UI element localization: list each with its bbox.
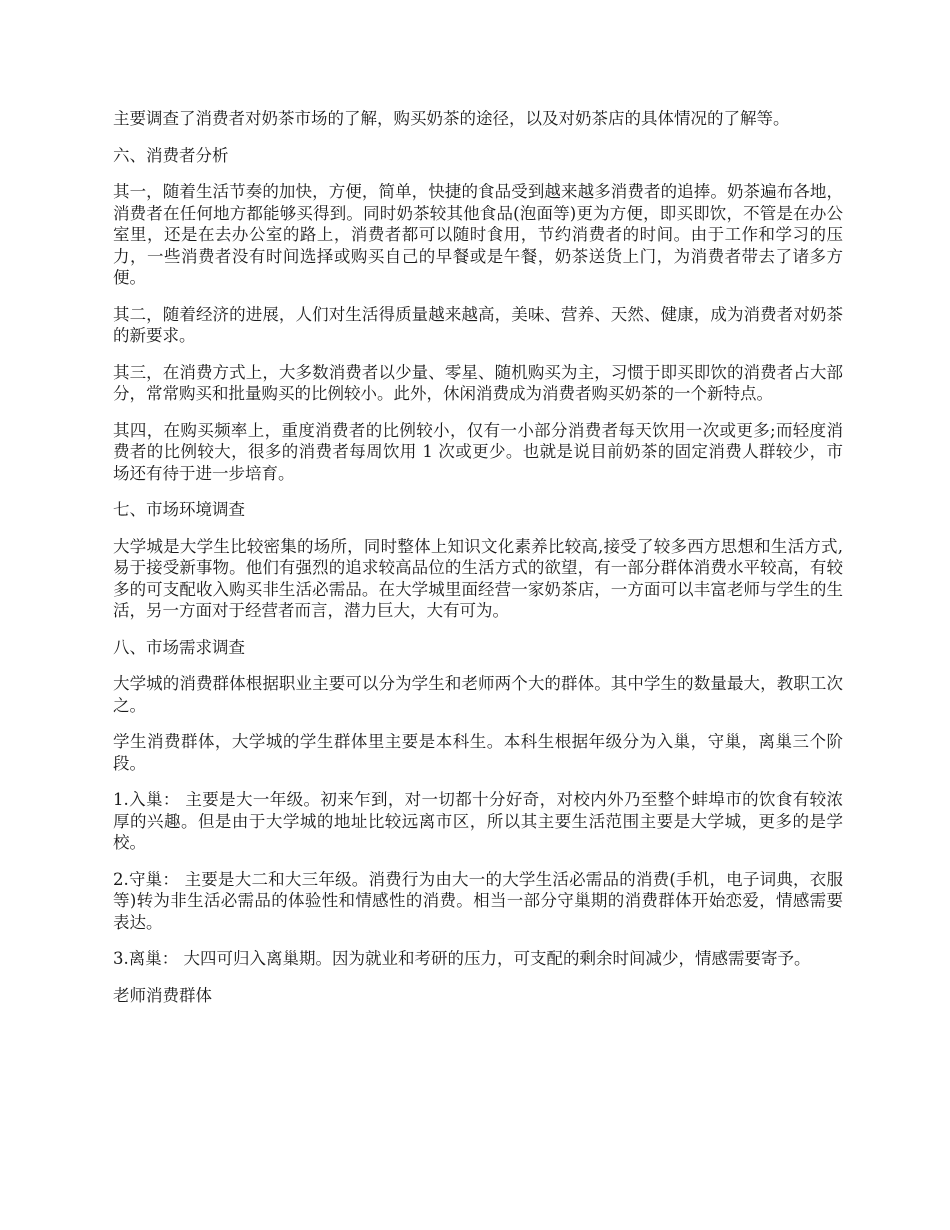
student-group-paragraph: 学生消费群体，大学城的学生群体里主要是本科生。本科生根据年级分为入巢，守巢，离巢三个阶段。 [113,732,843,773]
section-7-heading: 七、市场环境调查 [113,500,245,519]
stage-2-paragraph: 2.守巢： 主要是大二和大三年级。消费行为由大一的大学生活必需品的消费(手机，电子词典，衣服等)转为非生活必需品的体验性和情感性的消费。相当一部分守巢期的消费群体开始恋爱，情感需要表达。 [113,869,843,932]
section-6-heading: 六、消费者分析 [113,145,229,165]
teacher-group-heading: 老师消费群体 [113,985,212,1005]
consumer-point-4: 其四，在购买频率上，重度消费者的比例较小，仅有一小部分消费者每天饮用一次或更多;而轻度消费者的比例较大，很多的消费者每周饮用 1 次或更少。也就是说目前奶茶的固定消费人群较少，市场还有待于进一步培育。 [113,420,843,483]
consumer-point-3: 其三，在消费方式上，大多数消费者以少量、零星、随机购买为主，习惯于即买即饮的消费者占大部分，常常购买和批量购买的比例较小。此外，休闲消费成为消费者购买奶茶的一个新特点。 [113,362,843,403]
stage-3-paragraph: 3.离巢： 大四可归入离巢期。因为就业和考研的压力，可支配的剩余时间减少，情感需要寄予。 [113,949,811,968]
stage-1-paragraph: 1.入巢： 主要是大一年级。初来乍到，对一切都十分好奇，对校内外乃至整个蚌埠市的饮食有较浓厚的兴趣。但是由于大学城的地址比较远离市区，所以其主要生活范围主要是大学城，更多的是学校。 [113,790,843,852]
section-8-heading: 八、市场需求调查 [113,637,245,657]
consumer-point-2: 其二，随着经济的进展，人们对生活得质量越来越高，美味、营养、天然、健康，成为消费者对奶茶的新要求。 [113,304,843,345]
market-environment-paragraph: 大学城是大学生比较密集的场所，同时整体上知识文化素养比较高,接受了较多西方思想和生活方式,易于接受新事物。他们有强烈的追求较高品位的生活方式的欲望，有一部分群体消费水平较高，有较多的可支配收入购买非生活必需品。在大学城里面经营一家奶茶店，一方面可以丰富老师与学生的生活，另一方面对于经营者而言，潜力巨大，大有可为。 [113,536,843,620]
intro-paragraph: 主要调查了消费者对奶茶市场的了解，购买奶茶的途径，以及对奶茶店的具体情况的了解等。 [113,109,790,128]
consumer-point-1: 其一，随着生活节奏的加快，方便，简单，快捷的食品受到越来越多消费者的追捧。奶茶遍布各地，消费者在任何地方都能够买得到。同时奶茶较其他食品(泡面等)更为方便，即买即饮，不管是在办公室里，还是在去办公室的路上，消费者都可以随时食用，节约消费者的时间。由于工作和学习的压力，一些消费者没有时间选择或购买自己的早餐或是午餐，奶茶送货上门，为消费者带去了诸多方便。 [113,182,843,287]
document-body [113,108,843,1021]
demand-groups-paragraph: 大学城的消费群体根据职业主要可以分为学生和老师两个大的群体。其中学生的数量最大，教职工次之。 [113,674,843,715]
